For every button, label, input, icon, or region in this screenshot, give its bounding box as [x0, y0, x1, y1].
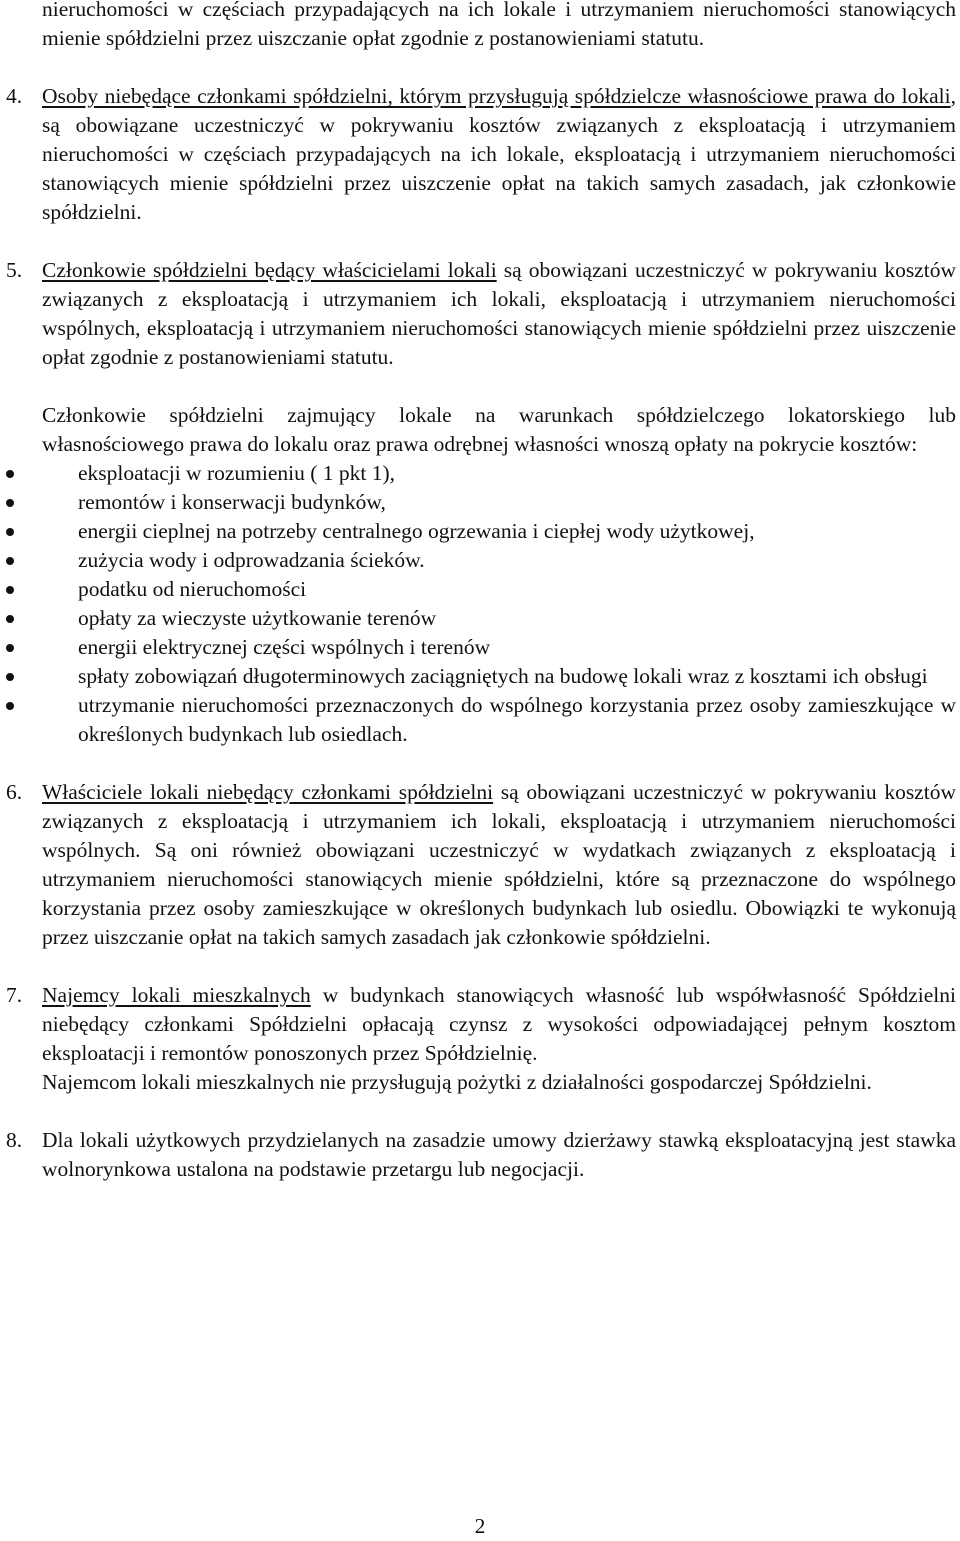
cost-item-text: energii elektrycznej części wspólnych i terenów — [78, 635, 491, 659]
paragraph-6-number: 6. — [6, 780, 23, 804]
paragraph-6 — [6, 778, 956, 952]
bullet-icon — [6, 644, 14, 652]
cost-item-text: podatku od nieruchomości — [78, 577, 307, 601]
paragraph-4 — [6, 82, 956, 227]
paragraph-8-text: Dla lokali użytkowych przydzielanych na zasadzie umowy dzierżawy stawką eksploatacyjną jest stawka wolnorynkowa ustalona na podstawie przetargu lub negocjacji. — [42, 1128, 956, 1181]
bullet-icon — [6, 470, 14, 478]
paragraph-7-second — [42, 1068, 956, 1097]
cost-list-item — [42, 517, 956, 546]
continuation-paragraph — [42, 0, 956, 53]
page-number: 2 — [474, 1514, 486, 1538]
cost-list-item — [42, 488, 956, 517]
paragraph-4-number: 4. — [6, 84, 23, 108]
bullet-icon — [6, 586, 14, 594]
paragraph-5-underlined: Członkowie spółdzielni będący właścicielami lokali — [42, 258, 497, 282]
bullet-icon — [6, 615, 14, 623]
paragraph-5-text: są obowiązani uczestniczyć w pokrywaniu kosztów związanych z eksploatacją i utrzymaniem ich lokali, eksploatacją i utrzymaniem nieruchomości wspólnych, eksploatacją i utrzymaniem nieruchomości stanowiących mienie spółdzielni przez uiszczenie opłat zgodnie z postanowieniami statutu. — [42, 258, 956, 369]
cost-item-text: opłaty za wieczyste użytkowanie terenów — [78, 606, 437, 630]
bullet-icon — [6, 499, 14, 507]
cost-list-item — [42, 546, 956, 575]
bullet-icon — [6, 557, 14, 565]
cost-item-text: zużycia wody i odprowadzania ścieków. — [78, 548, 425, 572]
cost-item-text: eksploatacji w rozumieniu ( 1 pkt 1), — [78, 461, 396, 485]
continuation-text: nieruchomości w częściach przypadających na ich lokale i utrzymaniem nieruchomości stanowiących mienie spółdzielni przez uiszczanie opłat zgodnie z postanowieniami statutu. — [42, 0, 956, 50]
cost-list-item — [42, 459, 956, 488]
paragraph-6-text: są obowiązani uczestniczyć w pokrywaniu kosztów związanych z eksploatacją i utrzymaniem ich lokali, eksploatacją i utrzymaniem nieruchomości wspólnych. Są oni również obowiązani uczestniczyć w wydatkach związanych z eksploatacją i utrzymaniem nieruchomości stanowiących mienie spółdzielni, które są przeznaczone do wspólnego korzystania przez osoby zamieszkujące w określonych budynkach lub osiedlu. Obowiązki te wykonują przez uiszczanie opłat na takich samych zasadach jak członkowie spółdzielni. — [42, 780, 956, 949]
paragraph-8-number: 8. — [6, 1128, 23, 1152]
bullet-icon — [6, 702, 14, 710]
page-content — [6, 0, 956, 1184]
cost-list-item — [42, 604, 956, 633]
paragraph-8 — [6, 1126, 956, 1184]
paragraph-5-number: 5. — [6, 258, 23, 282]
paragraph-7 — [6, 981, 956, 1068]
cost-list — [42, 459, 956, 749]
cost-item-text: energii cieplnej na potrzeby centralnego ogrzewania i ciepłej wody użytkowej, — [78, 519, 755, 543]
cost-list-item — [42, 691, 956, 749]
cost-list-item — [42, 633, 956, 662]
paragraph-6-underlined: Właściciele lokali niebędący członkami spółdzielni — [42, 780, 494, 804]
bullet-icon — [6, 528, 14, 536]
paragraph-7-text: w budynkach stanowiących własność lub współwłasność Spółdzielni niebędący członkami Spółdzielni opłacają czynsz z wysokości odpowiadającej pełnym kosztom eksploatacji i remontów ponoszonych przez Spółdzielnię. — [42, 983, 956, 1065]
cost-item-text: utrzymanie nieruchomości przeznaczonych do wspólnego korzystania przez osoby zamieszkujące w określonych budynkach lub osiedlach. — [78, 693, 956, 746]
paragraph-7-number: 7. — [6, 983, 23, 1007]
costs-intro — [42, 401, 956, 459]
paragraph-7-underlined: Najemcy lokali mieszkalnych — [42, 983, 311, 1007]
costs-intro-text: Członkowie spółdzielni zajmujący lokale na warunkach spółdzielczego lokatorskiego lub własnościowego prawa do lokalu oraz prawa odrębnej własności wnoszą opłaty na pokrycie kosztów: — [42, 403, 956, 456]
paragraph-4-underlined: Osoby niebędące członkami spółdzielni, którym przysługują spółdzielcze własnościowe prawa do lokali — [42, 84, 951, 108]
cost-list-item — [42, 575, 956, 604]
paragraph-7-second-text: Najemcom lokali mieszkalnych nie przysługują pożytki z działalności gospodarczej Spółdzielni. — [42, 1070, 872, 1094]
bullet-icon — [6, 673, 14, 681]
cost-item-text: remontów i konserwacji budynków, — [78, 490, 386, 514]
cost-list-item — [42, 662, 956, 691]
paragraph-4-text: , są obowiązane uczestniczyć w pokrywaniu kosztów związanych z eksploatacją i utrzymaniem nieruchomości w częściach przypadających na ich lokale, eksploatacją i utrzymaniem nieruchomości stanowiących mienie spółdzielni przez uiszczenie opłat na takich samych zasadach, jak członkowie spółdzielni. — [42, 84, 956, 224]
cost-item-text: spłaty zobowiązań długoterminowych zaciągniętych na budowę lokali wraz z kosztami ich obsługi — [78, 664, 928, 688]
paragraph-5 — [6, 256, 956, 372]
